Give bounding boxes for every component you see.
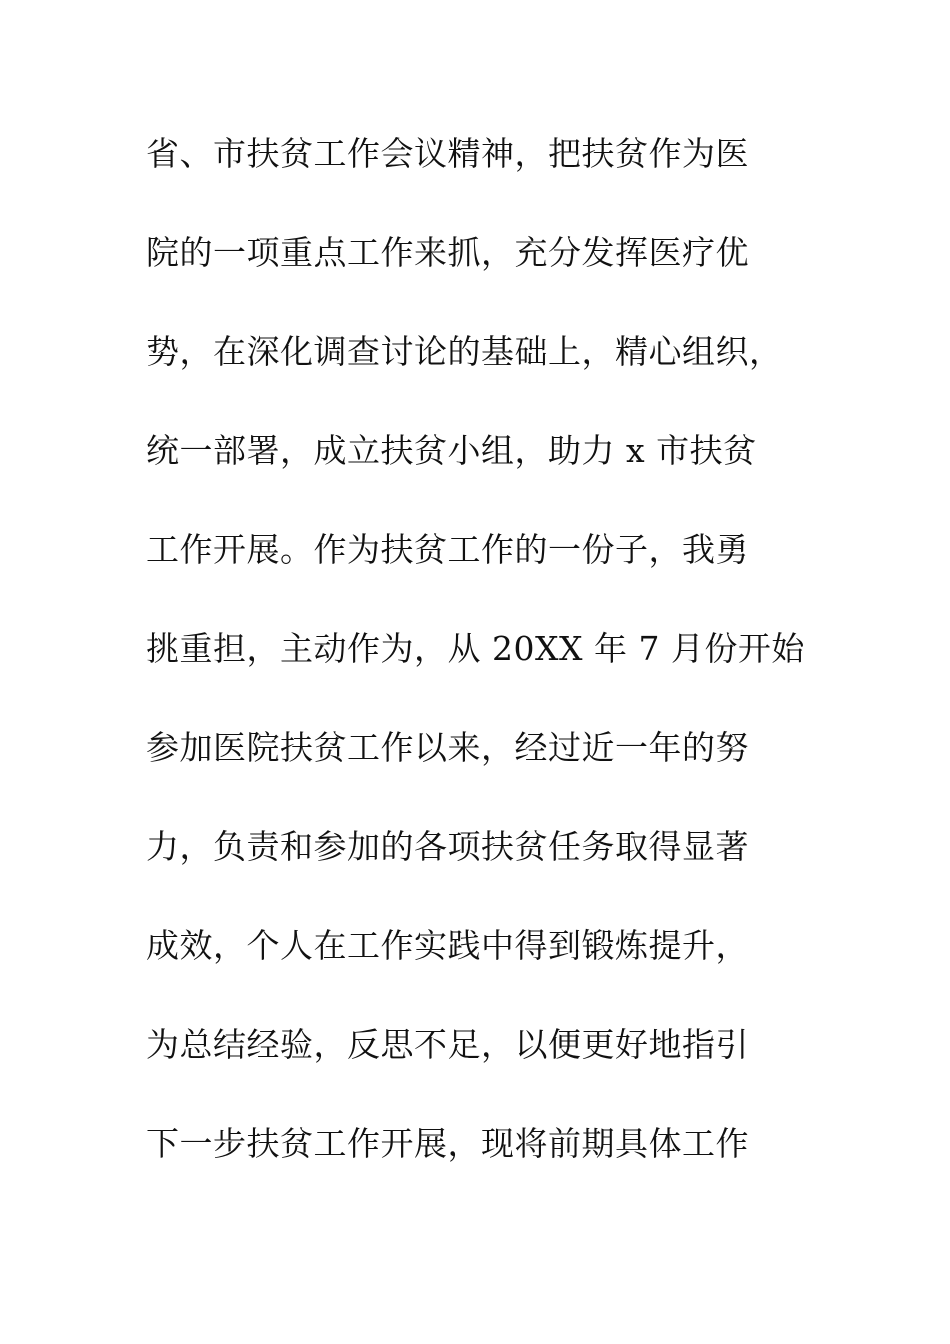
text-line: 为总结经验，反思不足，以便更好地指引 <box>146 1025 749 1064</box>
text-line: 工作开展。作为扶贫工作的一份子，我勇 <box>146 530 749 569</box>
text-line: 参加医院扶贫工作以来，经过近一年的努 <box>146 728 749 767</box>
text-line: 力，负责和参加的各项扶贫任务取得显著 <box>146 827 749 866</box>
text-line: 挑重担，主动作为，从 20XX 年 7 月份开始 <box>146 629 805 668</box>
text-line: 势，在深化调查讨论的基础上，精心组织， <box>146 332 783 371</box>
text-line: 下一步扶贫工作开展，现将前期具体工作 <box>146 1124 749 1163</box>
text-line: 统一部署，成立扶贫小组，助力 x 市扶贫 <box>146 431 757 470</box>
body-text <box>146 128 826 1217</box>
text-line: 院的一项重点工作来抓，充分发挥医疗优 <box>146 233 749 272</box>
text-line: 省、市扶贫工作会议精神，把扶贫作为医 <box>146 134 749 173</box>
text-line: 成效，个人在工作实践中得到锻炼提升， <box>146 926 749 965</box>
